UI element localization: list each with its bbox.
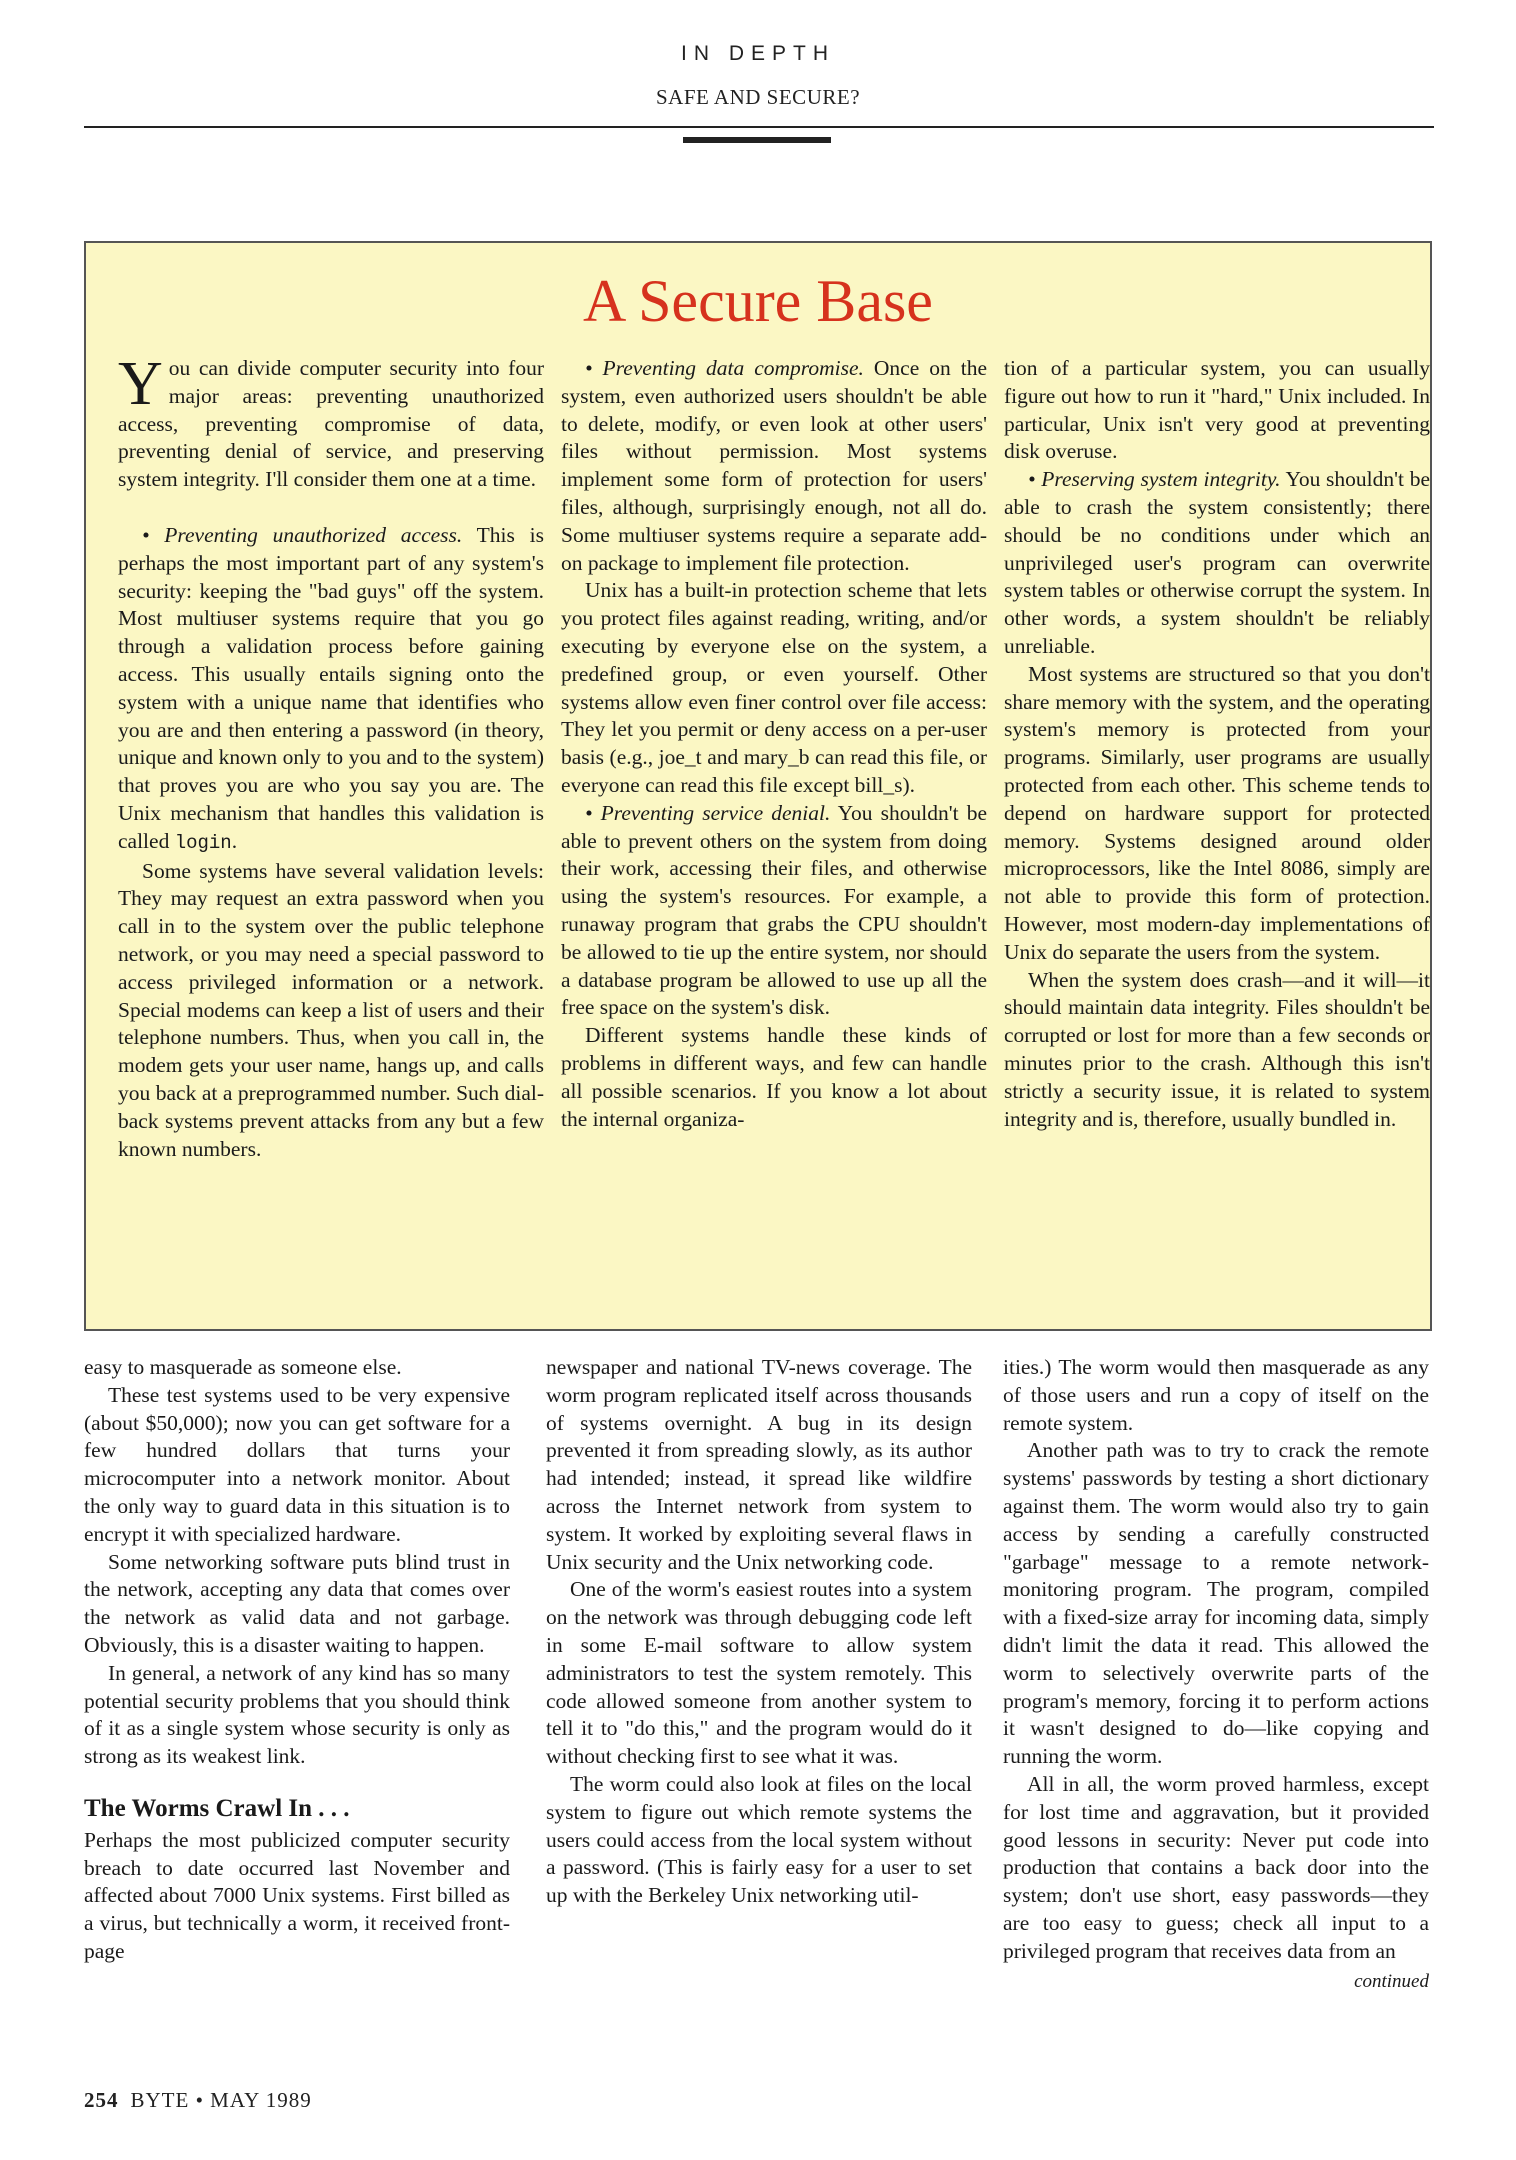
sidebar-data-paragraph: • Preventing data compromise. Once on the system, even authorized users shouldn't be able to delete, modify, or even look at other users' files without permission. Most systems implement some form of protection for users' files, although, surprisingly enough, not all do. Some multiuser systems require a separate add-on package to implement file protection. [561, 356, 987, 575]
sidebar-integrity-paragraph: • Preserving system integrity. You shouldn't be able to crash the system consistently; there should be no conditions under which an unprivileged user's program can overwrite system tables or otherwise corrupt the system. In other words, a system shouldn't be reliably unreliable. [1004, 467, 1431, 658]
header-rule [84, 126, 1434, 128]
article-files: The worm could also look at files on the local system to figure out which remote systems the users could access from the local system without a password. (This is fairly easy for a user to set up with the Berkeley Unix networking util- [546, 1771, 972, 1908]
page-footer [84, 2088, 312, 2113]
article-test-systems: These test systems used to be very expensive (about $50,000); now you can get software for a few hundred dollars that turns your microcomputer into a network monitor. About the only way to guard data in this situation is to encrypt it with specialized hardware. [84, 1382, 510, 1546]
sidebar-memory-paragraph: Most systems are structured so that you don't share memory with the system, and the operating system's memory is protected from your programs. Similarly, user programs are usually protected from each other. This scheme tends to depend on hardware support for protected memory. Systems designed around older microprocessors, like the Intel 8086, simply are not able to provide this form of protection. However, most modern-day implementations of Unix do separate the users from the system. [1004, 661, 1430, 964]
article-general: In general, a network of any kind has so many potential security problems that you should think of it as a single system whose security is only as strong as its weakest link. [84, 1660, 510, 1769]
login-code: login [174, 831, 232, 854]
sidebar-column-1 [118, 350, 544, 1163]
section-kicker: IN DEPTH [680, 42, 835, 65]
page-number: 254 [84, 2088, 119, 2112]
header-accent-rule [683, 137, 831, 143]
sidebar-access-paragraph: • Preventing unauthorized access. This is perhaps the most important part of any system's security: keeping the "bad guys" off the system. Most multiuser systems require that you go through a validation process before gaining access. This usually entails signing onto the system with a unique name that identifies who you are and then entering a password (in theory, unique and known only to you and to the system) that proves you are who you say you are. The Unix mechanism that handles this validation is called login. [118, 522, 544, 854]
article-utilities: ities.) The worm would then masquerade as any of those users and run a copy of itself on the remote system. [1003, 1355, 1429, 1435]
article-worms-intro: Perhaps the most publicized computer security breach to date occurred last November and affected about 7000 Unix systems. First billed as a virus, but technically a worm, it received front-page [84, 1827, 510, 1963]
sidebar-different-paragraph: Different systems handle these kinds of problems in different ways, and few can handle all possible scenarios. If you know a lot about the internal organiza- [561, 1023, 987, 1131]
sidebar-crash-paragraph: When the system does crash—and it will—it should maintain data integrity. Files shouldn't be corrupted or lost for more than a few seconds or minutes prior to the crash. Although this isn't strictly a security issue, it is related to system integrity and is, therefore, usually bundled in. [1004, 967, 1430, 1131]
article-blind-trust: Some networking software puts blind trust in the network, accepting any data that comes over the network as valid data and not garbage. Obviously, this is a disaster waiting to happen. [84, 1549, 510, 1657]
article-another-path: Another path was to try to crack the remote systems' passwords by testing a short dictionary against them. The worm would also try to gain access by sending a carefully constructed "garbage" message to a remote network-monitoring program. The program, compiled with a fixed-size array for incoming data, simply didn't limit the data it read. This allowed the worm to selectively overwrite parts of the program's memory, forcing it to perform actions it wasn't designed to do—like copying and running the worm. [1003, 1438, 1429, 1769]
article-routes: One of the worm's easiest routes into a system on the network was through debugging code left in some E-mail software to allow system administrators to test the system remotely. This code allowed someone from another system to tell it to "do this," and the program would do it without checking first to see what it was. [546, 1577, 972, 1769]
sidebar-column-2 [561, 355, 987, 1133]
sidebar-column-3 [1004, 355, 1430, 1133]
sidebar-unix-paragraph: Unix has a built-in protection scheme that lets you protect files against reading, writing, and/or executing by everyone else on the system, a predefined group, or even yourself. Other systems allow even finer control over file access: They let you permit or deny access on a per-user basis (e.g., joe_t and mary_b can read this file, or everyone can read this file except bill_s). [561, 578, 987, 797]
sidebar-denial-paragraph: • Preventing service denial. You shouldn't be able to prevent others on the system from doing their work, accessing their files, and otherwise using the system's resources. For example, a runaway program that grabs the CPU shouldn't be allowed to tie up the entire system, nor should a database program be allowed to use up all the free space on the system's disk. [561, 800, 988, 1020]
article-all-in-all: All in all, the worm proved harmless, except for lost time and aggravation, but it provided good lessons in security: Never put code into production that contains a back door into the system; don't use short, easy passwords—they are too easy to guess; check all input to a privileged program that receives data from an [1003, 1771, 1429, 1963]
sidebar-title: A Secure Base [583, 268, 933, 334]
article-column-2 [546, 1354, 972, 1910]
worms-heading: The Worms Crawl In . . . [84, 1794, 350, 1822]
continued-label: continued [1354, 1970, 1429, 1992]
sidebar-box [84, 241, 1432, 1331]
article-column-1 [84, 1354, 510, 1966]
magazine-issue: BYTE • MAY 1989 [130, 2088, 312, 2112]
drop-cap: Y [118, 350, 163, 418]
article-column-3 [1003, 1354, 1429, 1995]
article-coverage: newspaper and national TV-news coverage. The worm program replicated itself across thousands of systems overnight. A bug in its design prevented it from spreading slowly, as its author had intended; instead, it spread like wildfire across the Internet network from system to system. It worked by exploiting several flaws in Unix security and the Unix networking code. [546, 1355, 972, 1574]
sidebar-org-continued: tion of a particular system, you can usually figure out how to run it "hard," Unix included. In particular, Unix isn't very good at preventing disk overuse. [1004, 356, 1430, 464]
sidebar-levels-paragraph: Some systems have several validation levels: They may request an extra password when you call in to the system over the public telephone network, or you may need a special password to access privileged information or a network. Special modems can keep a list of users and their telephone numbers. Thus, when you call in, the modem gets your user name, hangs up, and calls you back at a preprogrammed number. Such dial-back systems prevent attacks from any but a few known numbers. [118, 858, 544, 1161]
article-subhead: SAFE AND SECURE? [655, 85, 861, 109]
article-masquerade: easy to masquerade as someone else. [84, 1355, 402, 1379]
sidebar-intro: You can divide computer security into four major areas: preventing unauthorized access, preventing compromise of data, preventing denial of service, and preserving system integrity. I'll consider them one at a time. [118, 350, 544, 492]
